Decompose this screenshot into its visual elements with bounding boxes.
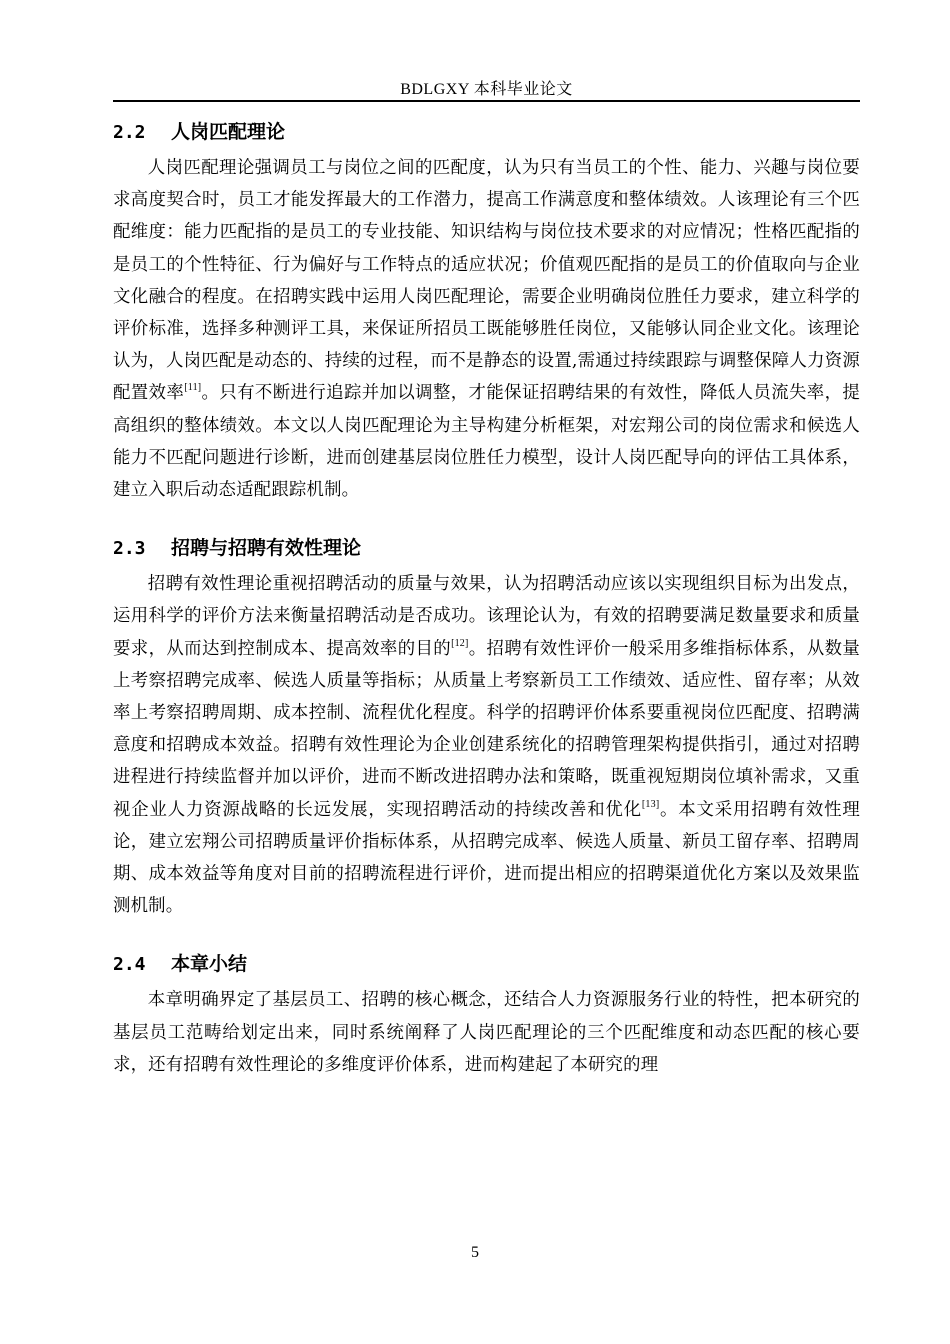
- section-title: 本章小结: [171, 953, 248, 976]
- section-heading-2-3: [113, 528, 860, 568]
- section-number: 2.3: [113, 538, 146, 560]
- section-number: 2.2: [113, 122, 146, 143]
- section-number: 2.4: [113, 954, 146, 976]
- citation-12[interactable]: [12]: [451, 637, 469, 649]
- page-number: 5: [471, 1244, 479, 1261]
- paragraph-text: 。招聘有效性评价一般采用多维指标体系，从数量上考察招聘完成率、候选人质量等指标；从质量上考察新员工工作绩效、适应性、留存率；从效率上考察招聘周期、成本控制、流程优化程度。科学的招聘评价体系要重视岗位匹配度、招聘满意度和招聘成本效益。招聘有效性理论为企业创建系统化的招聘管理架构提供指引，通过对招聘进程进行持续监督并加以评价，进而不断改进招聘办法和策略，既重视短期岗位填补需求，又重视企业人力资源战略的长远发展，实现招聘活动的持续改善和优化: [113, 638, 860, 820]
- section-heading-2-2: [113, 112, 860, 152]
- section-title: 招聘与招聘有效性理论: [171, 537, 362, 560]
- page-content: [113, 112, 860, 1081]
- section-2-4-paragraph: [113, 984, 860, 1081]
- paragraph-text: 本章明确界定了基层员工、招聘的核心概念，还结合人力资源服务行业的特性，把本研究的基层员工范畴给划定出来，同时系统阐释了人岗匹配理论的三个匹配维度和动态匹配的核心要求，还有招聘有效性理论的多维度评价体系，进而构建起了本研究的理: [113, 990, 860, 1075]
- paragraph-text: 人岗匹配理论强调员工与岗位之间的匹配度，认为只有当员工的个性、能力、兴趣与岗位要求高度契合时，员工才能发挥最大的工作潜力，提高工作满意度和整体绩效。人该理论有三个匹配维度：能力匹配指的是员工的专业技能、知识结构与岗位技术要求的对应情况；性格匹配指的是员工的个性特征、行为偏好与工作特点的适应状况；价值观匹配指的是员工的价值取向与企业文化融合的程度。在招聘实践中运用人岗匹配理论，需要企业明确岗位胜任力要求，建立科学的评价标准，选择多种测评工具，来保证所招员工既能够胜任岗位，又能够认同企业文化。该理论认为，人岗匹配是动态的、持续的过程，而不是静态的设置,需通过持续跟踪与调整保障人力资源配置效率: [113, 158, 860, 404]
- section-heading-2-4: [113, 944, 860, 984]
- paragraph-text: 。只有不断进行追踪并加以调整，才能保证招聘结果的有效性，降低人员流失率，提高组织的整体绩效。本文以人岗匹配理论为主导构建分析框架，对宏翔公司的岗位需求和候选人能力不匹配问题进行诊断，进而创建基层岗位胜任力模型，设计人岗匹配导向的评估工具体系，建立入职后动态适配跟踪机制。: [113, 383, 860, 501]
- paragraph-text: 。本文采用招聘有效性理论，建立宏翔公司招聘质量评价指标体系，从招聘完成率、候选人质量、新员工留存率、招聘周期、成本效益等角度对目前的招聘流程进行评价，进而提出相应的招聘渠道优化方案以及效果监测机制。: [113, 799, 860, 917]
- section-title: 人岗匹配理论: [171, 121, 286, 143]
- section-2-2-paragraph: [113, 152, 860, 506]
- citation-13[interactable]: [13]: [641, 798, 660, 810]
- running-header: BDLGXY 本科毕业论文: [400, 81, 573, 98]
- header-rule: [113, 100, 860, 102]
- paragraph-text: 招聘有效性理论重视招聘活动的质量与效果，认为招聘活动应该以实现组织目标为出发点，运用科学的评价方法来衡量招聘活动是否成功。该理论认为，有效的招聘要满足数量要求和质量要求，从而达到控制成本、提高效率的目的: [113, 574, 860, 659]
- section-2-3-paragraph: [113, 568, 860, 922]
- citation-11[interactable]: [11]: [184, 382, 202, 394]
